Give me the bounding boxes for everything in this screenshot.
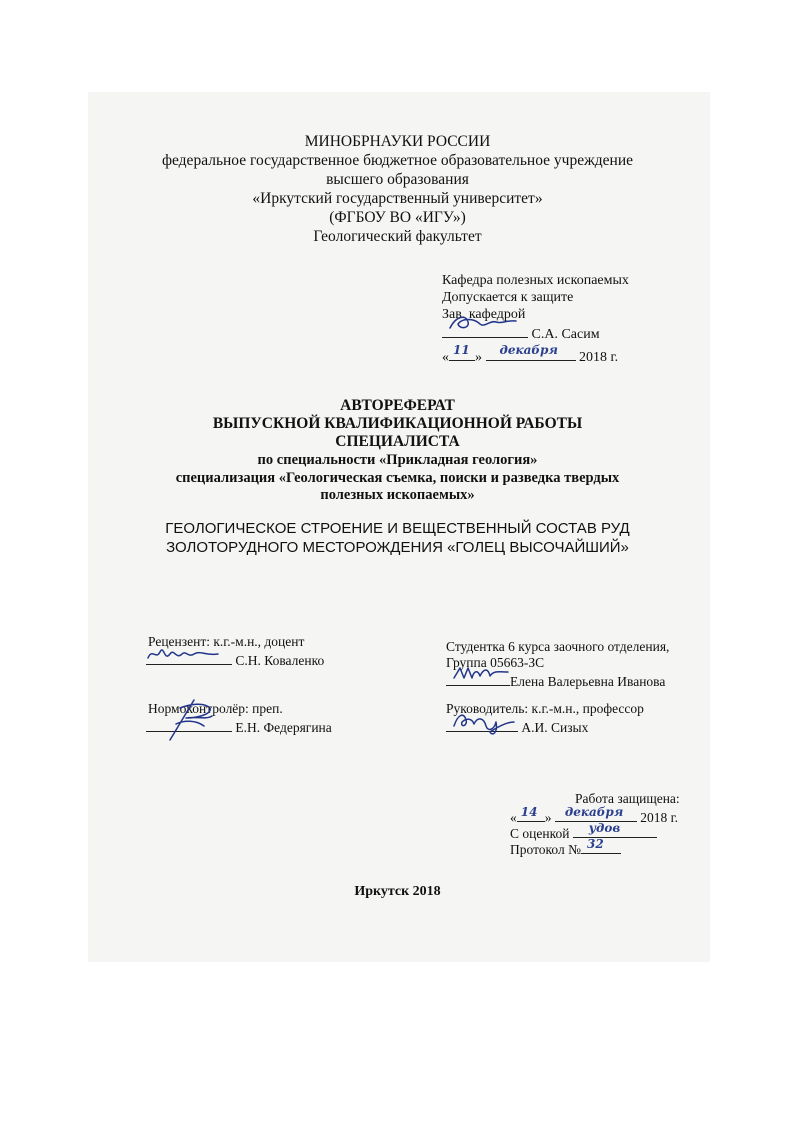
student-signature: [452, 664, 512, 684]
university-abbr: (ФГБОУ ВО «ИГУ»): [329, 209, 466, 226]
work-title-line1: ГЕОЛОГИЧЕСКОЕ СТРОЕНИЕ И ВЕЩЕСТВЕННЫЙ СОСТАВ РУД: [165, 520, 630, 537]
approval-date: « 11 » декабря 2018 г.: [442, 343, 619, 365]
protocol-label: Протокол №: [510, 842, 581, 857]
grade-label: С оценкой: [510, 826, 570, 841]
approval-year: 2018 г.: [579, 350, 619, 365]
specialty: по специальности «Прикладная геология»: [257, 452, 538, 468]
student-name: Елена Валерьевна Иванова: [510, 674, 666, 689]
normcontrol-name: Е.Н. Федерягина: [235, 720, 332, 735]
doc-type: АВТОРЕФЕРАТ: [340, 397, 455, 414]
supervisor-name: А.И. Сизых: [521, 720, 589, 735]
head-label: Зав. кафедрой: [442, 307, 526, 322]
supervisor-signature: [452, 708, 518, 736]
normcontrol-label: Нормоконтролёр: преп.: [148, 701, 283, 716]
approval-day: 11: [453, 343, 470, 357]
reviewer-label: Рецензент: к.г.-м.н., доцент: [148, 634, 305, 649]
student-label: Студентка 6 курса заочного отделения,: [446, 639, 670, 654]
doc-type-line3: СПЕЦИАЛИСТА: [335, 433, 460, 450]
normcontrol-signature: [160, 696, 220, 744]
education-level: высшего образования: [326, 171, 469, 188]
specialization-line1: специализация «Геологическая съемка, поиски и разведка твердых: [175, 470, 620, 486]
defense-month: декабря: [564, 805, 624, 819]
university-name: «Иркутский государственный университет»: [252, 190, 543, 207]
defense-day: 14: [520, 805, 538, 819]
reviewer-signature: [146, 646, 226, 664]
ministry-name: МИНОБРНАУКИ РОССИИ: [304, 133, 491, 150]
institution-type: федеральное государственное бюджетное образовательное учреждение: [161, 152, 634, 169]
protocol-line: [510, 839, 621, 858]
faculty-name: Геологический факультет: [313, 228, 482, 245]
defense-label: Работа защищена:: [575, 791, 680, 806]
protocol-value: 32: [586, 837, 604, 851]
specialization-line2: полезных ископаемых»: [320, 487, 475, 503]
head-signature: [446, 312, 526, 334]
city-year: Иркутск 2018: [354, 884, 441, 899]
admitted-text: Допускается к защите: [442, 290, 574, 305]
doc-type-line2: ВЫПУСКНОЙ КВАЛИФИКАЦИОННОЙ РАБОТЫ: [212, 415, 583, 432]
work-title-line2: ЗОЛОТОРУДНОГО МЕСТОРОЖДЕНИЯ «ГОЛЕЦ ВЫСОЧАЙШИЙ»: [166, 539, 629, 556]
defense-date: « 14 » декабря 2018 г.: [510, 805, 679, 825]
grade-value: удов: [588, 821, 621, 835]
department-name: Кафедра полезных ископаемых: [442, 273, 629, 288]
head-name: С.А. Сасим: [531, 327, 600, 342]
supervisor-label: Руководитель: к.г.-м.н., профессор: [446, 701, 644, 716]
student-group: Группа 05663-ЗС: [446, 655, 545, 670]
approval-month: декабря: [499, 343, 558, 357]
defense-year: 2018 г.: [640, 810, 679, 825]
reviewer-name: С.Н. Коваленко: [235, 653, 325, 668]
